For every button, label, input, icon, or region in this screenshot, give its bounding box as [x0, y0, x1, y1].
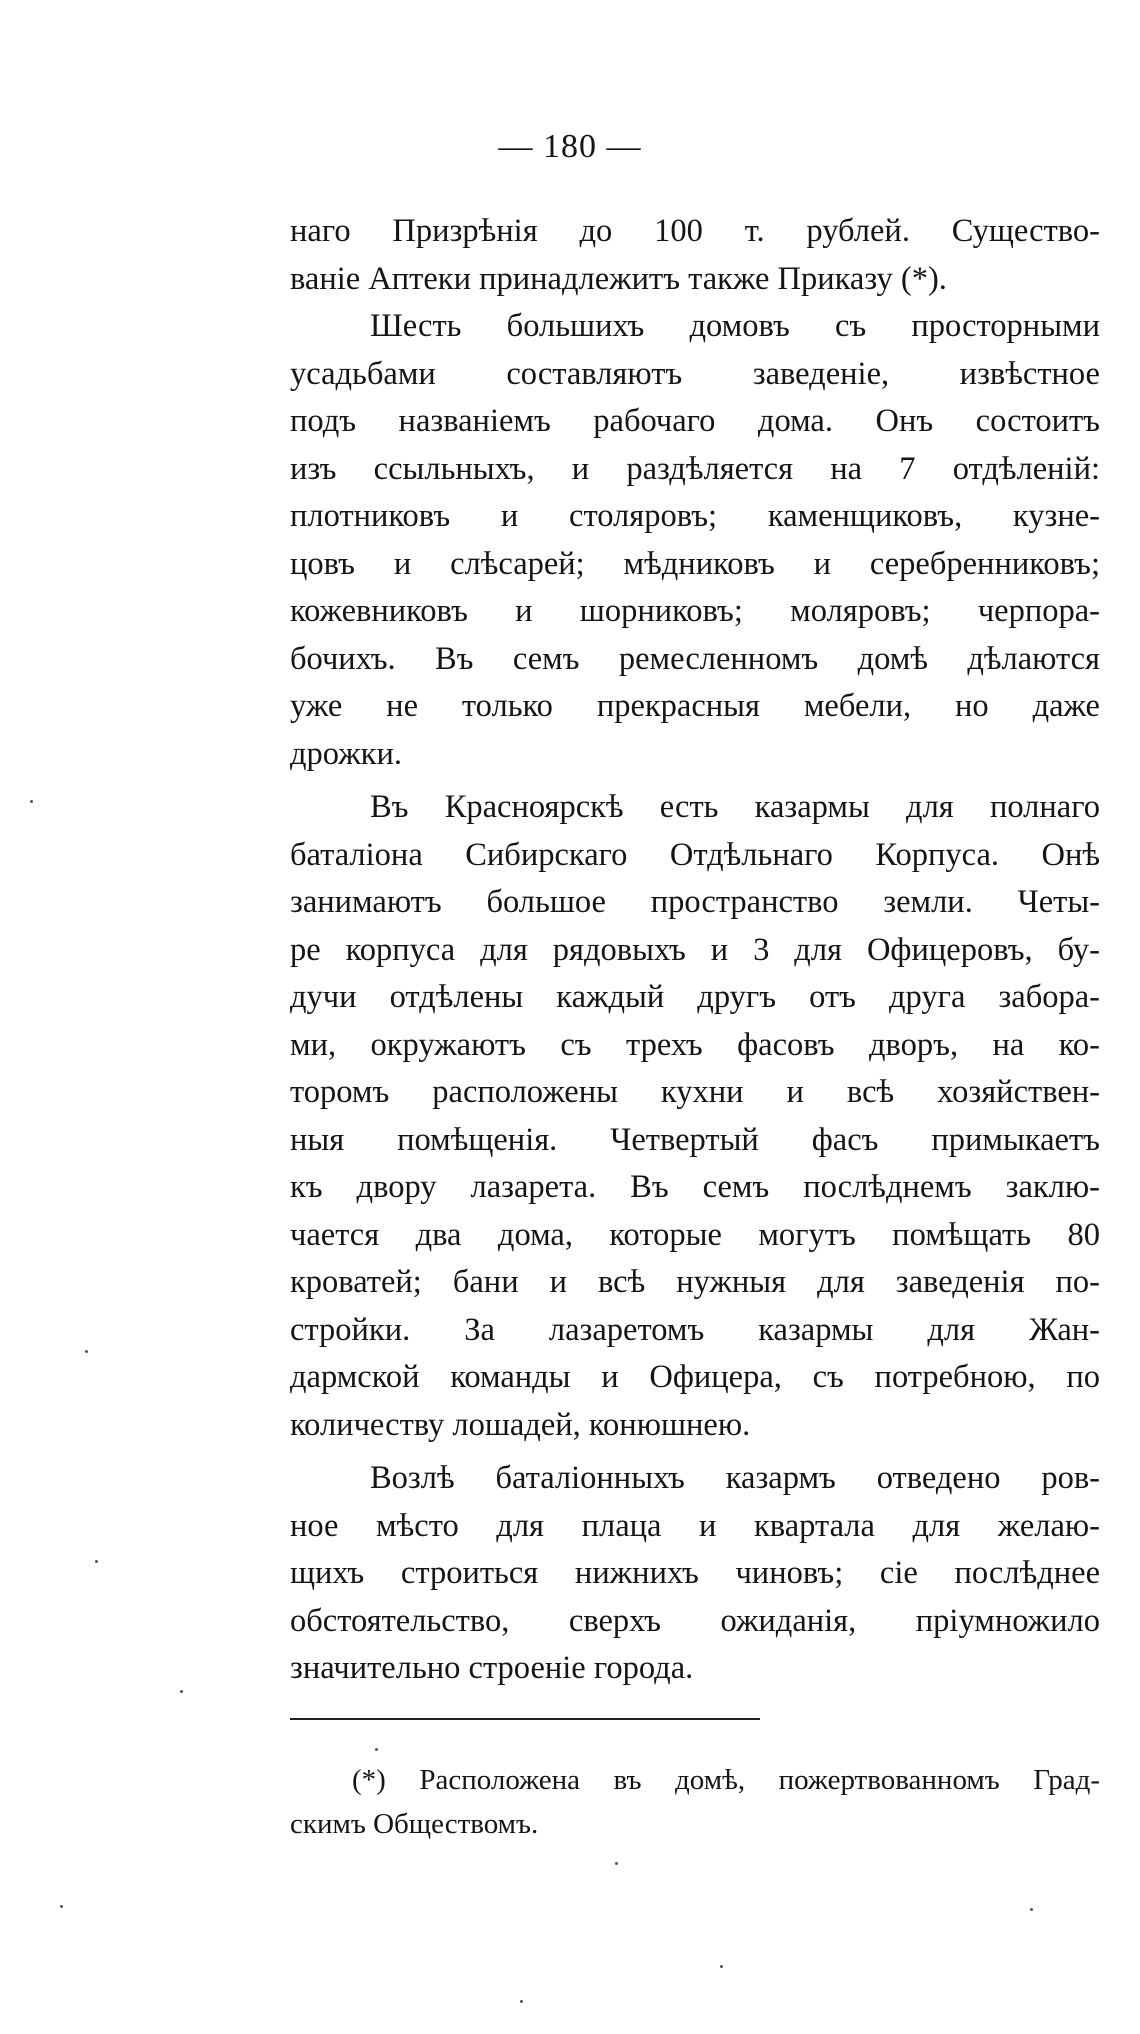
scan-speck	[60, 1905, 63, 1908]
scan-speck	[615, 1862, 618, 1865]
text-line: щихъ строиться нижнихъ чиновъ; сіе послѣднее	[290, 1555, 1100, 1591]
text-line: количеству лошадей, конюшнею.	[290, 1406, 751, 1443]
text-line: къ двору лазарета. Въ семъ послѣднемъ заклю-	[290, 1169, 1100, 1205]
body-text	[290, 208, 1100, 1693]
text-line: уже не только прекрасныя мебели, но даже	[290, 688, 1100, 724]
text-line: Въ Красноярскѣ есть казармы для полнаго	[370, 789, 1100, 825]
text-line: изъ ссыльныхъ, и раздѣляется на 7 отдѣленій:	[290, 450, 1100, 487]
paragraph-4	[290, 1455, 1100, 1693]
text-line: подъ названіемъ рабочаго дома. Онъ состоитъ	[290, 403, 1100, 439]
text-line: бочихъ. Въ семъ ремесленномъ домѣ дѣлаются	[290, 640, 1100, 677]
scan-speck	[95, 1560, 98, 1563]
text-line: значительно строеніе города.	[290, 1650, 694, 1686]
text-line: цовъ и слѣсарей; мѣдниковъ и серебренниковъ;	[290, 545, 1100, 582]
text-line: кожевниковъ и шорниковъ; моляровъ; черпора-	[290, 593, 1100, 629]
text-line: плотниковъ и столяровъ; каменщиковъ, кузне-	[290, 498, 1100, 534]
text-line: занимаютъ большое пространство земли. Четы-	[290, 884, 1100, 920]
paragraph-2	[290, 303, 1100, 778]
text-line: дучи отдѣлены каждый другъ отъ друга забора-	[290, 979, 1100, 1015]
footnote-line: (*) Расположена въ домѣ, пожертвованномъ Град-	[352, 1764, 1100, 1796]
text-line: стройки. За лазаретомъ казармы для Жан-	[290, 1311, 1100, 1348]
text-line: ныя помѣщенія. Четвертый фасъ примыкаетъ	[290, 1121, 1100, 1158]
scan-speck	[85, 1350, 88, 1353]
text-line: дрожки.	[290, 735, 402, 772]
footnote-line: скимъ Обществомъ.	[290, 1808, 539, 1840]
scan-speck	[720, 1965, 723, 1968]
text-line: баталіона Сибирскаго Отдѣльнаго Корпуса. Онѣ	[290, 836, 1100, 873]
scan-speck	[30, 800, 33, 803]
text-line: ми, окружаютъ съ трехъ фасовъ дворъ, на ко-	[290, 1026, 1100, 1063]
text-line: Шесть большихъ домовъ съ просторными	[370, 308, 1100, 344]
scan-speck	[1030, 1908, 1033, 1911]
text-line: ное мѣсто для плаца и квартала для желаю-	[290, 1507, 1100, 1544]
scan-speck	[375, 1748, 378, 1751]
text-line: обстоятельство, сверхъ ожиданія, пріумножило	[290, 1602, 1100, 1639]
text-line: дармской команды и Офицера, съ потребною, по	[290, 1359, 1100, 1395]
footnote	[290, 1758, 1100, 1846]
text-line: торомъ расположены кухни и всѣ хозяйствен-	[290, 1074, 1100, 1110]
scan-speck	[520, 2000, 523, 2003]
text-line: усадьбами составляютъ заведеніе, извѣстное	[290, 355, 1100, 392]
text-line: чается два дома, которые могутъ помѣщать 80	[290, 1216, 1100, 1253]
paragraph-1	[290, 208, 1100, 303]
text-line: ваніе Аптеки принадлежитъ также Приказу (*).	[290, 260, 947, 297]
text-line: Возлѣ баталіонныхъ казармъ отведено ров-	[370, 1460, 1100, 1496]
text-line: наго Призрѣнія до 100 т. рублей. Существо-	[290, 213, 1100, 249]
paragraph-3	[290, 784, 1100, 1449]
footnote-divider	[290, 1718, 760, 1720]
text-line: кроватей; бани и всѣ нужныя для заведенія по-	[290, 1264, 1100, 1300]
page-number: — 180 —	[498, 128, 642, 165]
text-line: ре корпуса для рядовыхъ и 3 для Офицеровъ, бу-	[290, 931, 1100, 968]
scan-speck	[180, 1690, 183, 1693]
